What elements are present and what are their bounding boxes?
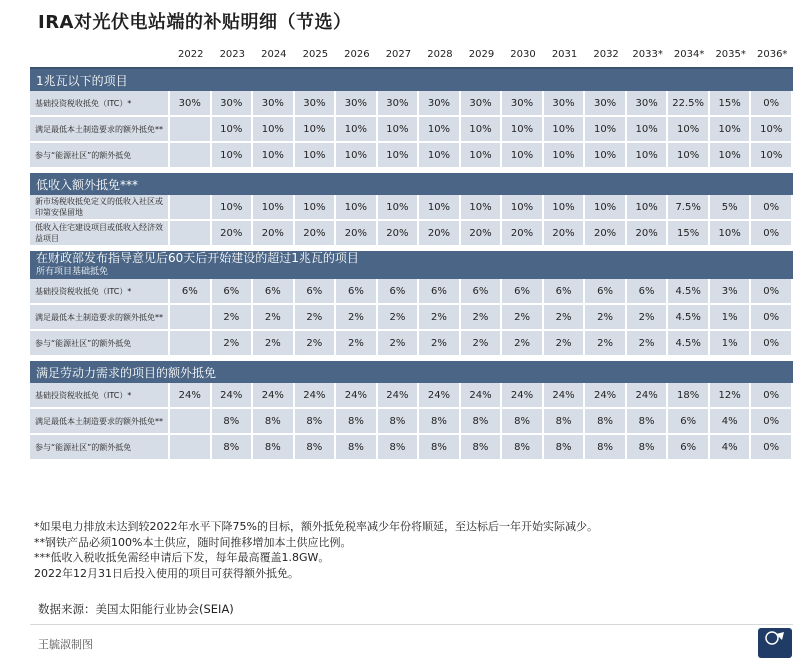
year-header: 2023	[212, 42, 254, 69]
section-title-cell	[30, 69, 793, 91]
value-cell: 10%	[751, 143, 793, 169]
value-cell: 4%	[710, 409, 752, 435]
value-cell: 10%	[585, 117, 627, 143]
value-cell	[170, 409, 212, 435]
value-cell: 20%	[253, 221, 295, 247]
value-cell: 10%	[253, 117, 295, 143]
value-cell: 8%	[253, 435, 295, 461]
value-cell: 10%	[378, 117, 420, 143]
value-cell: 8%	[253, 409, 295, 435]
value-cell: 10%	[627, 143, 669, 169]
row-label: 新市场税收抵免定义的低收入社区或印第安保留地	[30, 195, 170, 221]
value-cell: 4.5%	[668, 331, 710, 357]
value-cell: 0%	[751, 435, 793, 461]
row-label: 低收入住宅建设项目或低收入经济效益项目	[30, 221, 170, 247]
value-cell: 10%	[461, 195, 503, 221]
value-cell: 2%	[627, 331, 669, 357]
value-cell: 24%	[212, 383, 254, 409]
value-cell: 10%	[585, 143, 627, 169]
value-cell: 30%	[212, 91, 254, 117]
value-cell: 30%	[502, 91, 544, 117]
value-cell: 10%	[627, 117, 669, 143]
value-cell: 10%	[295, 195, 337, 221]
value-cell: 24%	[544, 383, 586, 409]
value-cell: 6%	[461, 279, 503, 305]
value-cell: 2%	[544, 331, 586, 357]
value-cell: 8%	[336, 409, 378, 435]
value-cell: 24%	[253, 383, 295, 409]
value-cell: 8%	[212, 435, 254, 461]
value-cell	[170, 117, 212, 143]
value-cell: 24%	[295, 383, 337, 409]
value-cell: 30%	[419, 91, 461, 117]
newspaper-logo-icon	[758, 628, 792, 658]
value-cell: 2%	[253, 331, 295, 357]
value-cell: 10%	[253, 195, 295, 221]
value-cell: 10%	[461, 117, 503, 143]
row-label: 基础投资税收抵免（ITC）*	[30, 383, 170, 409]
value-cell: 10%	[419, 143, 461, 169]
footnote: ***低收入税收抵免需经申请后下发，每年最高覆盖1.8GW。	[34, 551, 330, 564]
value-cell: 10%	[378, 143, 420, 169]
value-cell: 10%	[212, 195, 254, 221]
value-cell: 8%	[585, 435, 627, 461]
value-cell: 6%	[627, 279, 669, 305]
value-cell: 2%	[585, 305, 627, 331]
value-cell: 20%	[336, 221, 378, 247]
year-header: 2034*	[668, 42, 710, 69]
section-header-row	[30, 361, 793, 383]
value-cell: 2%	[585, 331, 627, 357]
subsidy-table-container	[30, 42, 793, 461]
value-cell: 8%	[544, 409, 586, 435]
value-cell	[170, 195, 212, 221]
table-row	[30, 221, 793, 247]
value-cell: 0%	[751, 305, 793, 331]
year-header: 2031	[544, 42, 586, 69]
value-cell: 15%	[710, 91, 752, 117]
value-cell: 6%	[295, 279, 337, 305]
value-cell: 10%	[502, 143, 544, 169]
value-cell: 10%	[710, 143, 752, 169]
value-cell: 10%	[544, 143, 586, 169]
value-cell: 30%	[544, 91, 586, 117]
value-cell: 10%	[295, 143, 337, 169]
value-cell: 20%	[585, 221, 627, 247]
row-label: 参与“能源社区”的额外抵免	[30, 331, 170, 357]
year-header: 2024	[253, 42, 295, 69]
value-cell	[170, 221, 212, 247]
value-cell: 3%	[710, 279, 752, 305]
section-header-row	[30, 69, 793, 91]
header-corner	[30, 42, 170, 69]
value-cell: 30%	[627, 91, 669, 117]
row-label: 基础投资税收抵免（ITC）*	[30, 279, 170, 305]
section-title-cell	[30, 173, 793, 195]
value-cell: 2%	[295, 305, 337, 331]
section-title: 满足劳动力需求的项目的额外抵免	[36, 365, 217, 380]
value-cell: 10%	[461, 143, 503, 169]
table-row	[30, 117, 793, 143]
value-cell: 2%	[419, 331, 461, 357]
value-cell: 30%	[378, 91, 420, 117]
value-cell: 10%	[544, 195, 586, 221]
value-cell: 30%	[295, 91, 337, 117]
row-label: 参与“能源社区”的额外抵免	[30, 143, 170, 169]
value-cell: 10%	[336, 195, 378, 221]
section-title: 在财政部发布指导意见后60天后开始建设的超过1兆瓦的项目	[36, 251, 359, 265]
value-cell: 2%	[336, 331, 378, 357]
row-label: 基础投资税收抵免（ITC）*	[30, 91, 170, 117]
value-cell: 8%	[461, 435, 503, 461]
value-cell: 24%	[170, 383, 212, 409]
value-cell: 20%	[502, 221, 544, 247]
value-cell: 8%	[502, 435, 544, 461]
table-row	[30, 91, 793, 117]
value-cell: 10%	[419, 117, 461, 143]
value-cell: 10%	[336, 143, 378, 169]
value-cell: 2%	[378, 331, 420, 357]
value-cell: 2%	[336, 305, 378, 331]
year-header: 2030	[502, 42, 544, 69]
value-cell: 10%	[378, 195, 420, 221]
value-cell: 2%	[461, 331, 503, 357]
value-cell: 10%	[419, 195, 461, 221]
value-cell: 6%	[585, 279, 627, 305]
row-label: 满足最低本土制造要求的额外抵免**	[30, 117, 170, 143]
value-cell: 30%	[585, 91, 627, 117]
value-cell: 30%	[253, 91, 295, 117]
section-title-cell	[30, 251, 793, 279]
section-header-row	[30, 251, 793, 279]
value-cell: 4%	[710, 435, 752, 461]
value-cell: 20%	[461, 221, 503, 247]
value-cell: 20%	[378, 221, 420, 247]
section-title: 低收入额外抵免***	[36, 177, 139, 192]
value-cell: 8%	[627, 409, 669, 435]
value-cell: 24%	[585, 383, 627, 409]
value-cell: 8%	[295, 409, 337, 435]
value-cell: 2%	[212, 305, 254, 331]
value-cell: 8%	[336, 435, 378, 461]
value-cell: 20%	[627, 221, 669, 247]
value-cell: 6%	[336, 279, 378, 305]
value-cell: 15%	[668, 221, 710, 247]
year-header: 2035*	[710, 42, 752, 69]
value-cell	[170, 435, 212, 461]
value-cell: 10%	[710, 117, 752, 143]
value-cell: 20%	[212, 221, 254, 247]
row-label: 满足最低本土制造要求的额外抵免**	[30, 409, 170, 435]
year-header: 2028	[419, 42, 461, 69]
divider	[30, 624, 793, 625]
value-cell: 8%	[585, 409, 627, 435]
value-cell: 8%	[212, 409, 254, 435]
page-title: IRA对光伏电站端的补贴明细（节选）	[38, 12, 352, 33]
row-label: 参与“能源社区”的额外抵免	[30, 435, 170, 461]
footnote: **钢铁产品必须100%本土供应，随时间推移增加本土供应比例。	[34, 535, 352, 549]
value-cell: 10%	[336, 117, 378, 143]
value-cell: 10%	[295, 117, 337, 143]
value-cell: 8%	[419, 409, 461, 435]
table-row	[30, 195, 793, 221]
value-cell: 2%	[461, 305, 503, 331]
value-cell: 2%	[295, 331, 337, 357]
value-cell: 20%	[419, 221, 461, 247]
year-header: 2036*	[751, 42, 793, 69]
value-cell	[170, 143, 212, 169]
value-cell: 8%	[419, 435, 461, 461]
value-cell: 0%	[751, 195, 793, 221]
value-cell: 10%	[627, 195, 669, 221]
year-header: 2022	[170, 42, 212, 69]
value-cell	[170, 305, 212, 331]
value-cell: 8%	[295, 435, 337, 461]
value-cell: 10%	[502, 117, 544, 143]
footnotes	[34, 519, 598, 581]
year-header: 2025	[295, 42, 337, 69]
value-cell: 10%	[212, 117, 254, 143]
year-header: 2027	[378, 42, 420, 69]
value-cell: 6%	[419, 279, 461, 305]
section-header-row	[30, 173, 793, 195]
value-cell: 24%	[502, 383, 544, 409]
value-cell: 10%	[212, 143, 254, 169]
value-cell: 0%	[751, 221, 793, 247]
value-cell: 5%	[710, 195, 752, 221]
value-cell: 24%	[461, 383, 503, 409]
section-subtitle: 所有项目基础抵免	[36, 267, 109, 277]
value-cell: 2%	[502, 331, 544, 357]
value-cell: 24%	[419, 383, 461, 409]
value-cell: 6%	[668, 435, 710, 461]
value-cell: 0%	[751, 331, 793, 357]
data-source: 数据来源：美国太阳能行业协会(SEIA)	[38, 602, 234, 616]
value-cell: 10%	[585, 195, 627, 221]
value-cell: 10%	[502, 195, 544, 221]
value-cell: 0%	[751, 279, 793, 305]
footnote: 2022年12月31日后投入使用的项目可获得额外抵免。	[34, 566, 299, 580]
value-cell: 4.5%	[668, 305, 710, 331]
value-cell: 30%	[461, 91, 503, 117]
table-row	[30, 331, 793, 357]
value-cell: 10%	[751, 117, 793, 143]
year-header: 2032	[585, 42, 627, 69]
year-header: 2029	[461, 42, 503, 69]
value-cell: 2%	[627, 305, 669, 331]
value-cell: 2%	[502, 305, 544, 331]
value-cell: 8%	[627, 435, 669, 461]
value-cell: 7.5%	[668, 195, 710, 221]
value-cell: 8%	[378, 409, 420, 435]
chart-author: 王毓淑制图	[38, 638, 93, 651]
value-cell: 1%	[710, 305, 752, 331]
section-title-cell	[30, 361, 793, 383]
value-cell: 8%	[461, 409, 503, 435]
value-cell: 12%	[710, 383, 752, 409]
section-title: 1兆瓦以下的项目	[36, 73, 128, 88]
value-cell: 0%	[751, 383, 793, 409]
value-cell: 30%	[336, 91, 378, 117]
value-cell: 10%	[710, 221, 752, 247]
value-cell: 6%	[502, 279, 544, 305]
subsidy-table	[30, 42, 793, 461]
year-header: 2026	[336, 42, 378, 69]
value-cell: 0%	[751, 91, 793, 117]
table-row	[30, 279, 793, 305]
value-cell: 24%	[336, 383, 378, 409]
table-body	[30, 69, 793, 461]
value-cell	[170, 331, 212, 357]
value-cell: 18%	[668, 383, 710, 409]
value-cell: 2%	[544, 305, 586, 331]
value-cell: 20%	[295, 221, 337, 247]
value-cell: 6%	[378, 279, 420, 305]
value-cell: 24%	[378, 383, 420, 409]
value-cell: 10%	[668, 117, 710, 143]
table-row	[30, 409, 793, 435]
value-cell: 2%	[419, 305, 461, 331]
table-row	[30, 143, 793, 169]
table-row	[30, 435, 793, 461]
value-cell: 4.5%	[668, 279, 710, 305]
value-cell: 10%	[668, 143, 710, 169]
value-cell: 8%	[502, 409, 544, 435]
value-cell: 8%	[544, 435, 586, 461]
value-cell: 6%	[253, 279, 295, 305]
value-cell: 1%	[710, 331, 752, 357]
value-cell: 2%	[253, 305, 295, 331]
value-cell: 30%	[170, 91, 212, 117]
footnote: *如果电力排放未达到较2022年水平下降75%的目标，额外抵免税率减少年份将顺延，至达标后一年开始实际减少。	[34, 520, 598, 533]
value-cell: 6%	[212, 279, 254, 305]
value-cell: 24%	[627, 383, 669, 409]
table-row	[30, 305, 793, 331]
value-cell: 6%	[668, 409, 710, 435]
value-cell: 20%	[544, 221, 586, 247]
year-header: 2033*	[627, 42, 669, 69]
year-header-row	[30, 42, 793, 69]
value-cell: 10%	[544, 117, 586, 143]
value-cell: 22.5%	[668, 91, 710, 117]
table-row	[30, 383, 793, 409]
value-cell: 2%	[378, 305, 420, 331]
value-cell: 6%	[170, 279, 212, 305]
value-cell: 2%	[212, 331, 254, 357]
value-cell: 8%	[378, 435, 420, 461]
value-cell: 6%	[544, 279, 586, 305]
value-cell: 0%	[751, 409, 793, 435]
row-label: 满足最低本土制造要求的额外抵免**	[30, 305, 170, 331]
value-cell: 10%	[253, 143, 295, 169]
